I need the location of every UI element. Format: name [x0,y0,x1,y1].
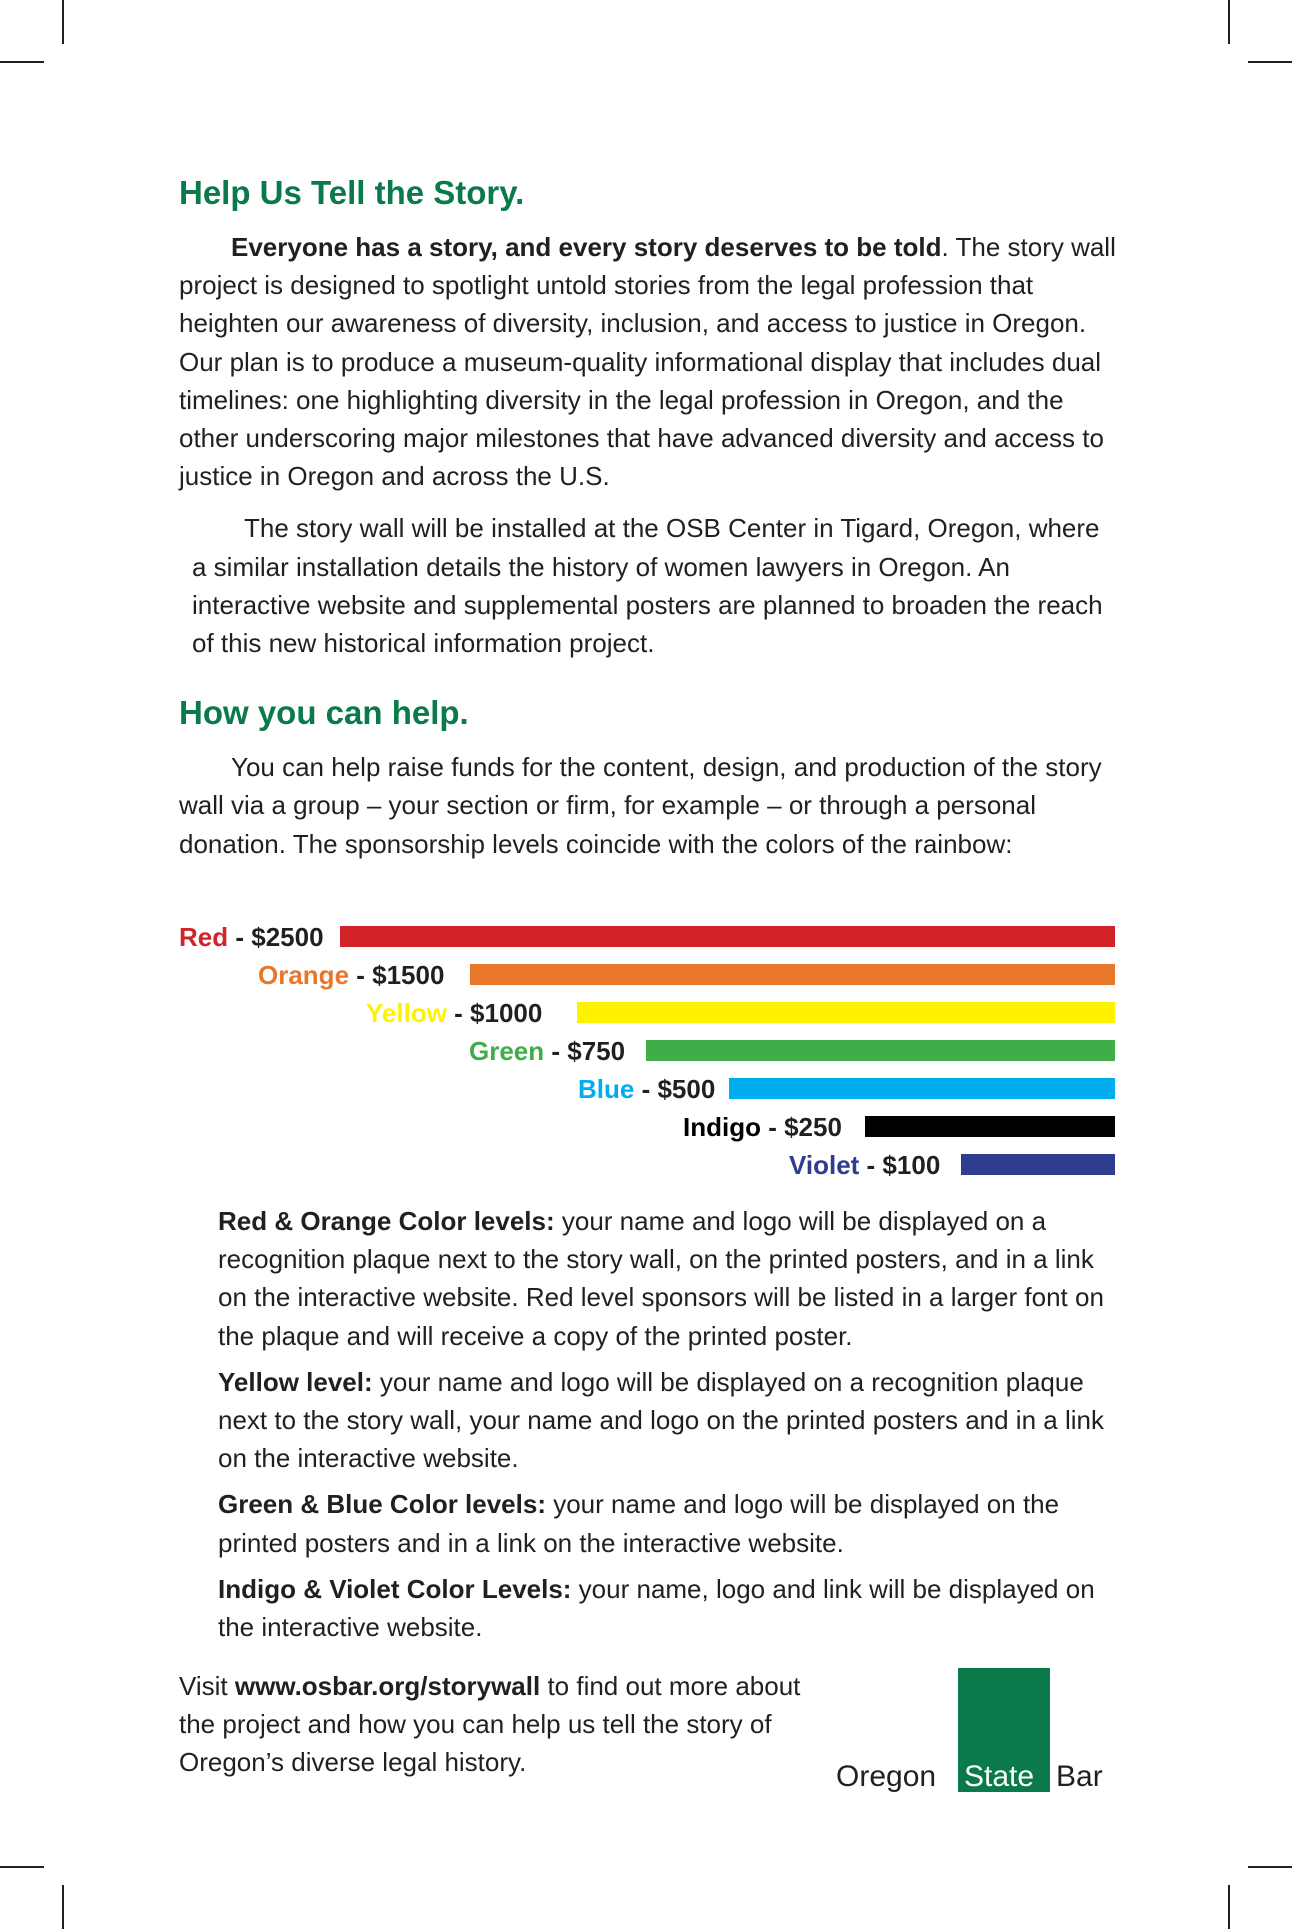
visit-rest: to find out more about the project and how you can help us tell the story of Oregon’s diverse legal history. [179,1671,801,1778]
story-paragraph-2: The story wall will be installed at the OSB Center in Tigard, Oregon, where a similar installation details the history of women lawyers in Oregon. An interactive website and supplemental posters are planned to broaden the reach of this new historical information project. [192,513,1103,659]
benefit-text: your name and logo will be displayed on the printed posters and in a link on the interactive website. [218,1489,1060,1558]
level-amount: - $750 [544,1036,626,1066]
level-amount: - $2500 [228,922,324,952]
level-name: Indigo [683,1112,761,1142]
benefit-text: your name and logo will be displayed on a recognition plaque next to the story wall, your name and logo on the printed posters and in a link on the interactive website. [218,1366,1104,1474]
level-bar-orange [470,964,1115,985]
level-row-red [179,918,1115,956]
level-label [578,1070,715,1108]
benefit-yellow [218,1363,1118,1478]
storywall-link[interactable]: www.osbar.org/storywall [234,1671,541,1701]
crop-mark [1228,1885,1230,1929]
sponsorship-levels-chart [179,918,1115,1180]
benefit-green-blue [218,1485,1118,1561]
visit-text [179,1667,819,1782]
intro-content [179,172,1119,863]
story-lead-rest: The story wall project is designed to spotlight untold stories from the legal profession that heighten our awareness of diversity, inclusion, and access to justice in Oregon. Our plan is to produce a museum-quality informational display that includes dual timelines: one highlighting diversity in the legal profession in Oregon, and the other underscoring major milestones that have advanced diversity and access to justice in Oregon and across the U.S. [179,232,1116,492]
benefit-text: your name and logo will be displayed on a recognition plaque next to the story wall, on the printed posters, and in a link on the interactive website. Red level sponsors will be listed in a larger font on the plaque and will receive a copy of the printed poster. [218,1206,1104,1351]
level-amount: - $1000 [446,998,543,1028]
level-name: Violet [789,1150,860,1180]
help-heading: How you can help. [179,694,469,732]
story-heading: Help Us Tell the Story. [179,174,525,211]
benefit-title: Green & Blue Color levels: [218,1489,546,1520]
level-bar-green [646,1040,1115,1061]
level-name: Red [179,922,229,952]
level-label [469,1032,625,1070]
level-amount: - $1500 [349,960,445,990]
level-amount: - $500 [634,1074,716,1104]
oregon-state-bar-logo [836,1668,1116,1792]
level-bar-yellow [577,1002,1115,1023]
level-label [258,956,444,994]
logo-word-oregon: Oregon [836,1760,937,1793]
level-amount: - $100 [859,1150,941,1180]
level-name: Orange [258,960,350,990]
level-bar-violet [961,1154,1115,1175]
level-name: Yellow [366,998,447,1028]
crop-mark [1228,0,1230,44]
benefit-title: Indigo & Violet Color Levels: [218,1573,572,1604]
level-label [366,994,542,1032]
level-label [683,1108,842,1146]
benefit-text: your name, logo and link will be displayed on the interactive website. [218,1573,1095,1643]
level-bar-blue [729,1078,1115,1099]
footer-note [179,1667,819,1782]
visit-prefix: Visit [179,1671,235,1701]
level-name: Blue [578,1074,635,1104]
crop-mark [1248,1866,1292,1868]
level-row-blue [179,1070,1115,1108]
level-row-orange [179,956,1115,994]
benefits-list [218,1202,1118,1654]
level-row-indigo [179,1108,1115,1146]
crop-mark [62,1885,64,1929]
story-lead: Everyone has a story, and every story deserves to be told [231,232,942,262]
level-label [179,918,324,956]
logo-word-state: State [964,1760,1035,1793]
benefit-title: Red & Orange Color levels: [218,1206,555,1236]
level-name: Green [469,1036,545,1066]
benefit-title: Yellow level: [218,1366,373,1397]
crop-mark [1248,61,1292,63]
level-amount: - $250 [760,1112,842,1142]
level-row-violet [179,1146,1115,1184]
level-label [789,1146,940,1184]
benefit-red-orange [218,1202,1118,1355]
story-paragraph-1 [179,228,1119,495]
help-paragraph: You can help raise funds for the content, design, and production of the story wall via a group – your section or firm, for example – or through a personal donation. The sponsorship levels coincide with the colors of the rainbow: [179,752,1102,859]
crop-mark [0,61,44,63]
crop-mark [62,0,64,44]
level-row-green [179,1032,1115,1070]
story-lead-period: . [941,232,949,262]
crop-mark [0,1866,44,1868]
level-bar-indigo [865,1116,1115,1137]
logo-word-bar: Bar [1056,1760,1103,1793]
level-row-yellow [179,994,1115,1032]
benefit-indigo-violet [218,1570,1118,1646]
level-bar-red [340,926,1115,947]
